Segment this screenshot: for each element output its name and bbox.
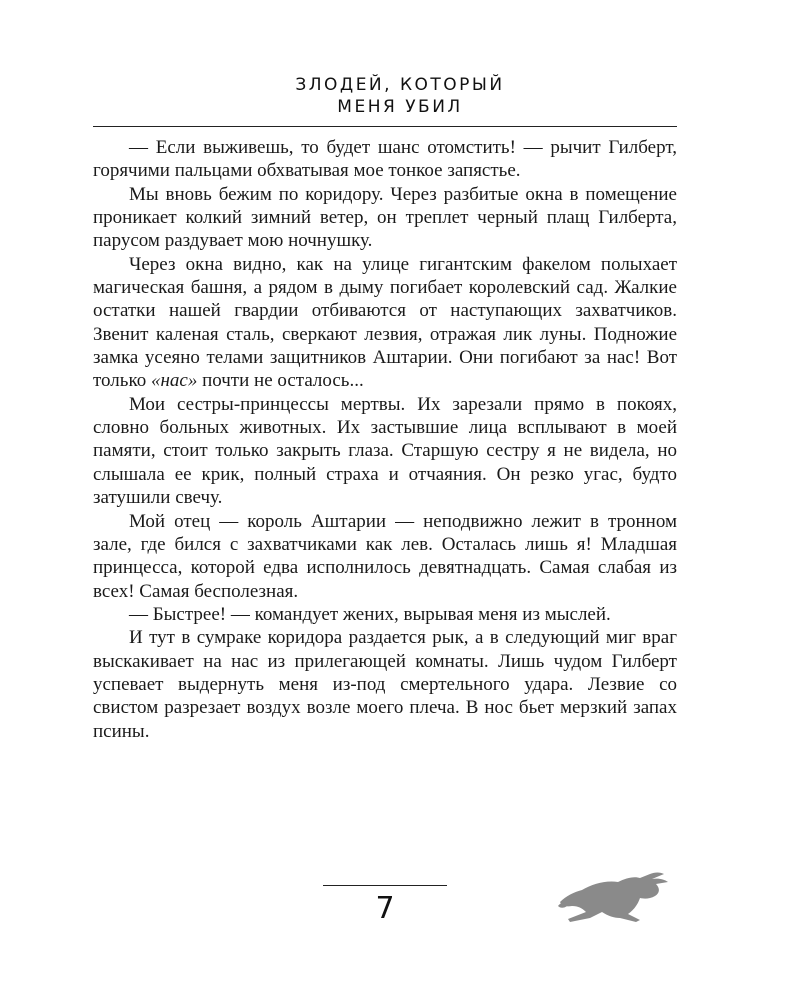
paragraph-1: — Если выживешь, то будет шанс отомстить! — рычит Гилберт, горячими пальцами обхватывая мое тонкое запястье.	[93, 137, 677, 182]
paragraph-3-text: Через окна видно, как на улице гигантским факелом полыхает магическая башня, а рядом в дыму погибает королевский сад. Жалкие остатки нашей гвардии отбиваются от наступающих захватчиков. Звенит каленая сталь, сверкают лезвия, отражая лик луны. Подножие замка усеяно телами защитников Аштарии. Они погибают за нас! Вот только	[93, 253, 677, 392]
running-head-line-2: МЕНЯ УБИЛ	[337, 97, 463, 117]
footer-rule	[323, 885, 447, 886]
page-number: 7	[375, 891, 395, 926]
paragraph-3-italic: «нас»	[150, 370, 198, 392]
header-rule	[93, 126, 677, 127]
paragraph-2: Мы вновь бежим по коридору. Через разбитые окна в помещение проникает колкий зимний ветер, он треплет черный плащ Гилберта, парусом раздувает мою ночнушку.	[93, 183, 677, 252]
paragraph-7: И тут в сумраке коридора раздается рык, а в следующий миг враг выскакивает на нас из прилегающей комнаты. Лишь чудом Гилберт успевает выдернуть меня из-под смертельного удара. Лезвие со свистом разрезает воздух возле моего плеча. В нос бьет мерзкий запах псины.	[93, 627, 677, 742]
paragraph-3	[93, 253, 677, 393]
paragraph-4: Мои сестры-принцессы мертвы. Их зарезали прямо в покоях, словно больных животных. Их застывшие лица всплывают в моей памяти, стоит только закрыть глаза. Старшую сестру я не видела, но слышала ее крик, полный страха и отчаяния. Он резко угас, будто затушили свечу.	[93, 393, 677, 509]
running-hare-icon	[556, 866, 672, 924]
paragraph-5: Мой отец — король Аштарии — неподвижно лежит в тронном зале, где бился с захватчиками как лев. Осталась лишь я! Младшая принцесса, которой едва исполнилось девятнадцать. Самая слабая из всех! Самая бесполезная.	[93, 510, 677, 602]
paragraph-6: — Быстрее! — командует жених, вырывая меня из мыслей.	[129, 603, 611, 625]
hare-silhouette	[558, 873, 668, 923]
running-head	[0, 74, 800, 118]
paragraph-3-tail: почти не осталось...	[197, 370, 364, 392]
body-text	[93, 136, 677, 743]
running-head-line-1: ЗЛОДЕЙ, КОТОРЫЙ	[295, 75, 505, 95]
